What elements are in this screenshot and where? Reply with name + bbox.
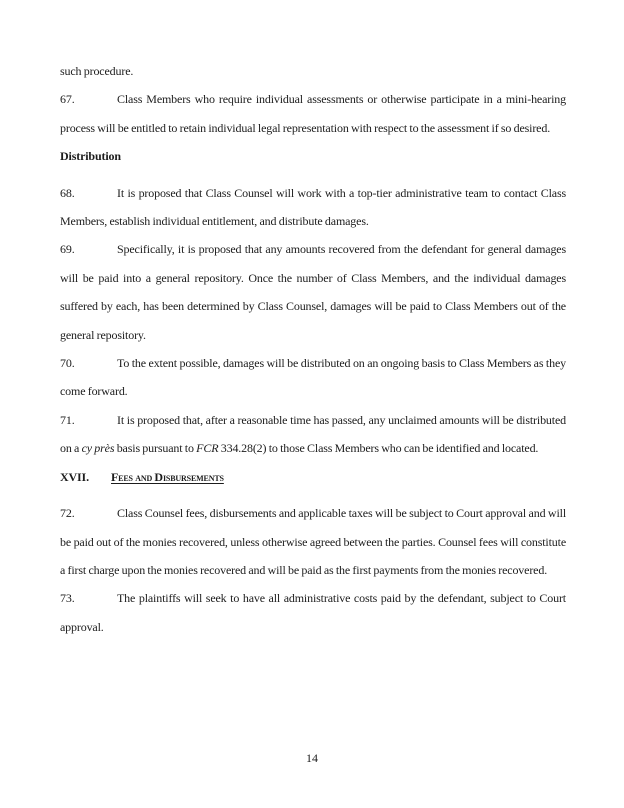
paragraph-number: 71.: [60, 412, 75, 427]
section-title: Fees and Disbursements: [111, 469, 224, 484]
paragraph-69: [60, 235, 566, 349]
paragraph-fragment: [60, 57, 566, 85]
paragraph-number: 67.: [60, 92, 75, 107]
cy-pres-italic: cy près: [81, 441, 115, 456]
section-number: XVII.: [60, 469, 89, 484]
paragraph-text: Specifically, it is proposed that any amounts recovered from the defendant for general damages will be paid into a general repository. Once the number of Class Members, and the individual damages suffered by each, has been determined by Class Counsel, damages will be paid to Class Members out of the general repository.: [60, 242, 566, 342]
paragraph-number: 69.: [60, 242, 75, 257]
page-number: 14: [306, 751, 318, 765]
paragraph-text: To the extent possible, damages will be distributed on an ongoing basis to Class Members as they come forward.: [60, 356, 566, 399]
document-body: [60, 57, 566, 641]
paragraph-text: Class Counsel fees, disbursements and applicable taxes will be subject to Court approval and will be paid out of the monies recovered, unless otherwise agreed between the parties. Counsel fees will constitute a first charge upon the monies recovered and will be paid as the first payments from the monies recovered.: [60, 506, 566, 577]
paragraph-68: [60, 179, 566, 236]
fcr-italic: FCR: [196, 441, 219, 456]
paragraph-70: [60, 349, 566, 406]
paragraph-text: basis pursuant to: [114, 441, 197, 456]
paragraph-text: Class Members who require individual assessments or otherwise participate in a mini-hearing process will be entitled to retain individual legal representation with respect to the assessment if so desired.: [60, 92, 566, 135]
paragraph-72: [60, 499, 566, 584]
paragraph-number: 68.: [60, 185, 75, 200]
paragraph-text: 334.28(2) to those Class Members who can be identified and located.: [218, 441, 539, 456]
paragraph-text: It is proposed that, after a reasonable time has passed, any unclaimed amounts will be distributed on a: [60, 412, 566, 456]
heading-fees-and-disbursements: [60, 463, 566, 491]
paragraph-number: 72.: [60, 506, 75, 521]
heading-distribution: Distribution: [60, 149, 121, 164]
paragraph-67: [60, 85, 566, 142]
paragraph-text: It is proposed that Class Counsel will work with a top-tier administrative team to contact Class Members, establish individual entitlement, and distribute damages.: [60, 185, 566, 229]
paragraph-text: The plaintiffs will seek to have all administrative costs paid by the defendant, subject to Court approval.: [60, 591, 566, 634]
paragraph-number: 70.: [60, 356, 75, 371]
paragraph-number: 73.: [60, 591, 75, 606]
paragraph-73: [60, 584, 566, 641]
paragraph-71: [60, 406, 566, 463]
paragraph-text: such procedure.: [60, 64, 134, 78]
